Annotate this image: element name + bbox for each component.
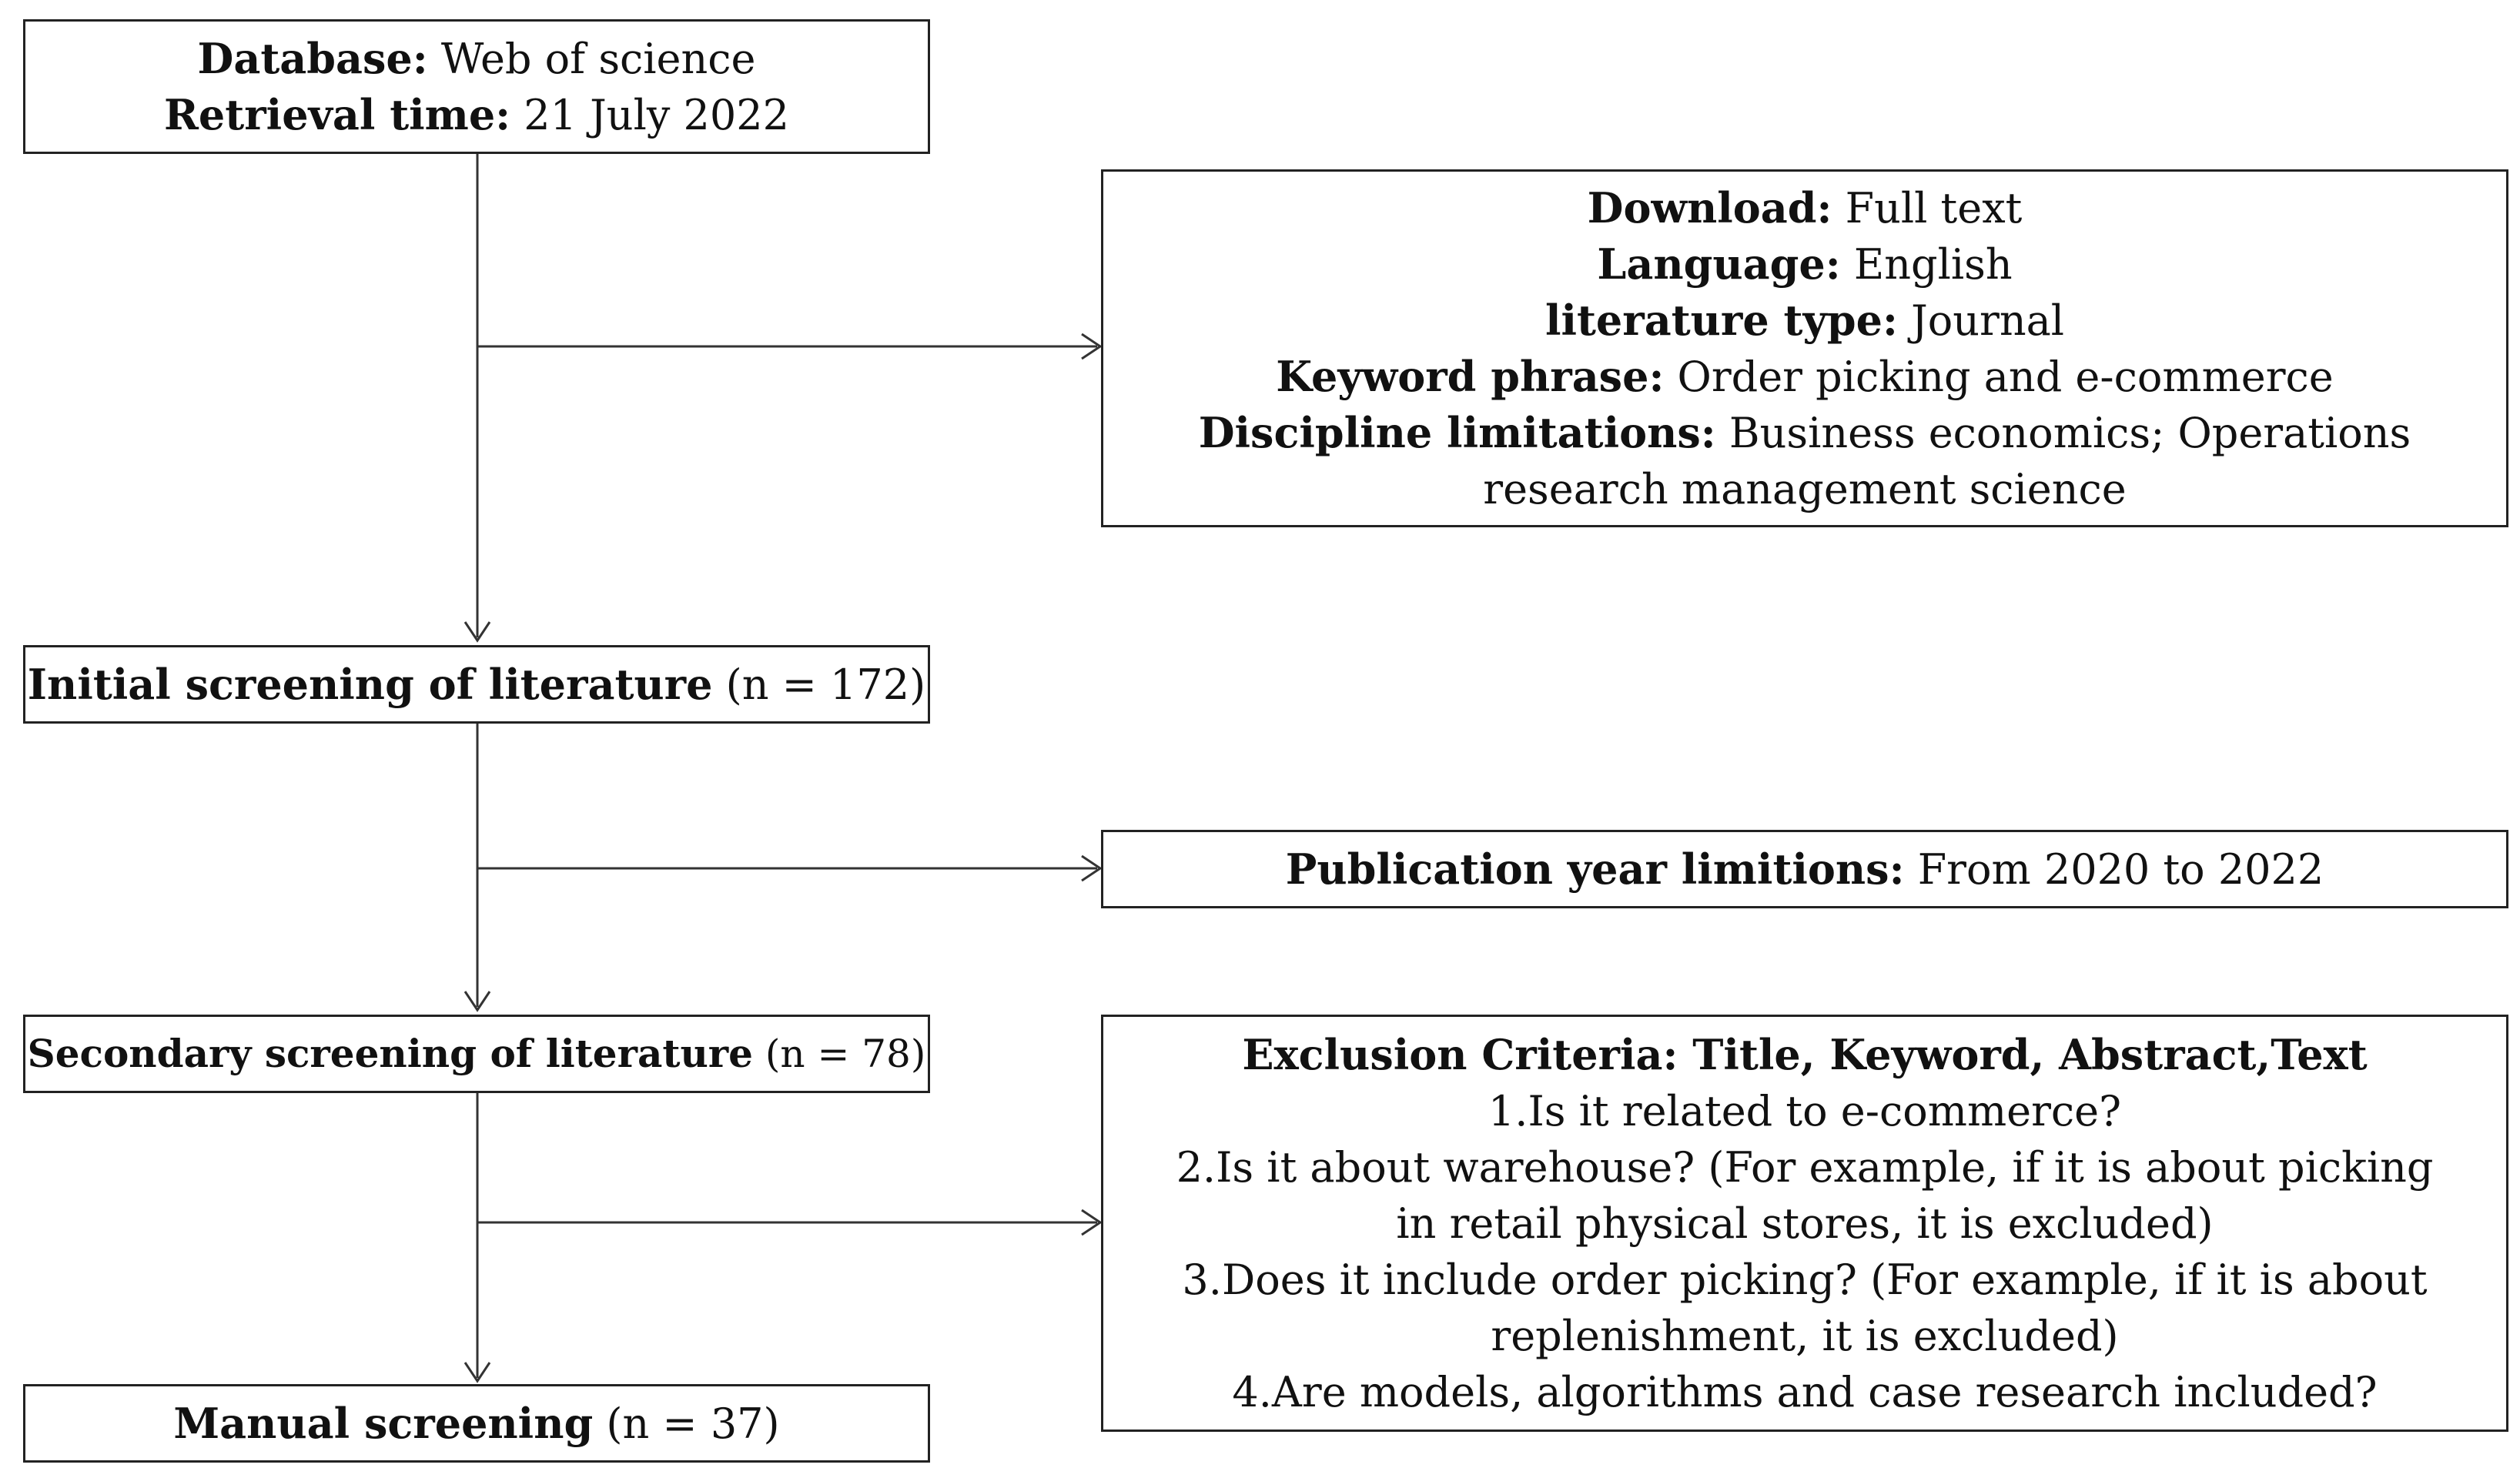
filter-discipline-label: Discipline limitations: (1198, 407, 1716, 457)
initial-screening-label: Initial screening of literature (27, 659, 713, 709)
publication-year-value: From 2020 to 2022 (1917, 844, 2324, 894)
filter-literature-type-label: literature type: (1544, 295, 1898, 345)
exclusion-criteria-title: Exclusion Criteria: Title, Keyword, Abstract,Text (1242, 1029, 2368, 1079)
filter-keyword (1276, 349, 2334, 405)
publication-year-line (1286, 841, 2324, 898)
filter-language-value: English (1853, 239, 2013, 289)
secondary-screening-label: Secondary screening of literature (27, 1031, 753, 1076)
secondary-screening-line (28, 1025, 926, 1082)
filter-discipline (1119, 405, 2491, 517)
secondary-screening-box (23, 1015, 930, 1093)
manual-screening-line (173, 1396, 779, 1452)
filter-keyword-value: Order picking and e-commerce (1677, 352, 2334, 401)
filter-language (1597, 236, 2012, 293)
retrieval-time-label: Retrieval time: (164, 89, 511, 139)
manual-screening-label: Manual screening (173, 1398, 594, 1448)
criterion-2: 2.Is it about warehouse? (For example, if it is about picking in retail physical stores, it is excluded) (1176, 1142, 2434, 1248)
filter-keyword-label: Keyword phrase: (1276, 351, 1665, 401)
filter-language-label: Language: (1597, 239, 1841, 289)
initial-screening-box (23, 645, 930, 724)
publication-year-box (1101, 830, 2508, 908)
retrieval-time-line (164, 87, 789, 143)
initial-screening-count: (n = 172) (725, 660, 926, 709)
filter-discipline-value: Business economics; Operations research management science (1483, 408, 2411, 513)
filter-literature-type (1545, 293, 2064, 349)
database-line (198, 31, 756, 87)
database-label: Database: (197, 33, 428, 83)
manual-screening-count: (n = 37) (606, 1399, 780, 1448)
criterion-3: 3.Does it include order picking? (For example, if it is about replenishment, it is excluded) (1182, 1255, 2428, 1360)
publication-year-label: Publication year limitions: (1285, 844, 1905, 894)
exclusion-criteria-box (1101, 1015, 2508, 1432)
filter-download-label: Download: (1587, 182, 1832, 232)
manual-screening-box (23, 1384, 930, 1463)
database-value: Web of science (440, 34, 756, 83)
criterion-4: 4.Are models, algorithms and case research included? (1232, 1367, 2378, 1416)
database-box (23, 19, 930, 154)
filter-download (1588, 180, 2023, 236)
criterion-1: 1.Is it related to e-commerce? (1488, 1086, 2122, 1135)
filter-download-value: Full text (1845, 183, 2023, 232)
retrieval-time-value: 21 July 2022 (524, 90, 789, 139)
filters-box (1101, 169, 2508, 527)
secondary-screening-count: (n = 78) (765, 1032, 926, 1076)
initial-screening-line (28, 657, 925, 713)
filter-literature-type-value: Journal (1911, 296, 2065, 345)
